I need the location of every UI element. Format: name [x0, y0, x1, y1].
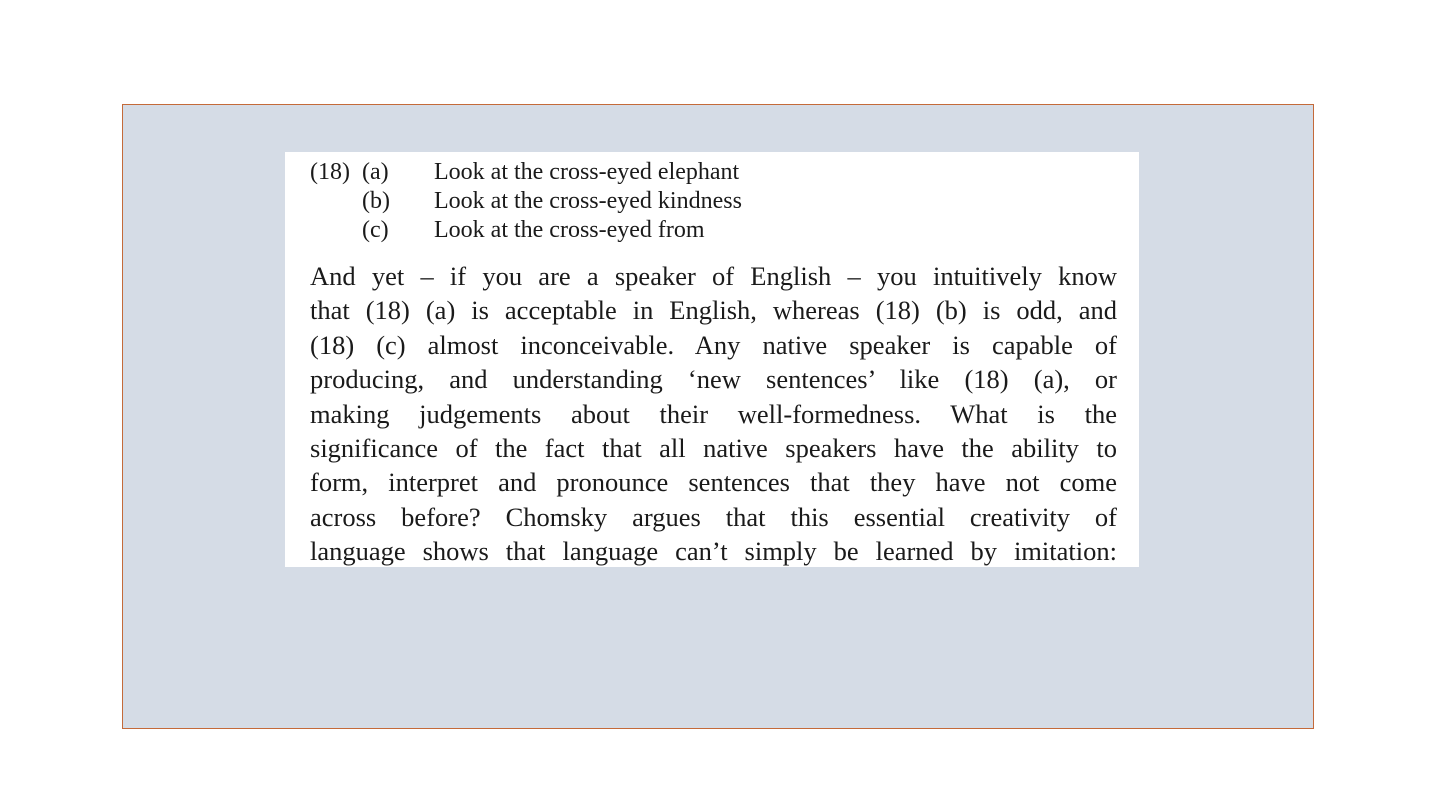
example-item-c [310, 216, 1117, 245]
paragraph-line: making judgements about their well-formedness. What is the [310, 398, 1117, 429]
example-number: (18) [310, 159, 350, 185]
example-letter: (a) [362, 159, 389, 185]
example-letter: (c) [362, 217, 389, 243]
paragraph-line: (18) (c) almost inconceivable. Any native speaker is capable of [310, 329, 1117, 360]
example-text: Look at the cross-eyed elephant [434, 159, 740, 185]
example-text: Look at the cross-eyed from [434, 217, 705, 243]
paragraph-line: that (18) (a) is acceptable in English, whereas (18) (b) is odd, and [310, 295, 1117, 326]
body-paragraph [310, 259, 1117, 569]
paragraph-line: language shows that language can’t simply be learned by imitation: [310, 536, 1117, 567]
example-list [310, 158, 1117, 245]
paragraph-line: And yet – if you are a speaker of English – you intuitively know [310, 261, 1117, 291]
example-letter: (b) [362, 188, 390, 214]
paragraph-line: significance of the fact that all native speakers have the ability to [310, 433, 1117, 464]
example-item-b [310, 187, 1117, 216]
example-item-a [310, 158, 1117, 187]
paragraph-line: form, interpret and pronounce sentences that they have not come [310, 467, 1117, 498]
example-text: Look at the cross-eyed kindness [434, 188, 742, 214]
book-excerpt-image [285, 152, 1139, 567]
paragraph-line: producing, and understanding ‘new sentences’ like (18) (a), or [310, 364, 1117, 395]
paragraph-line: across before? Chomsky argues that this essential creativity of [310, 501, 1117, 532]
